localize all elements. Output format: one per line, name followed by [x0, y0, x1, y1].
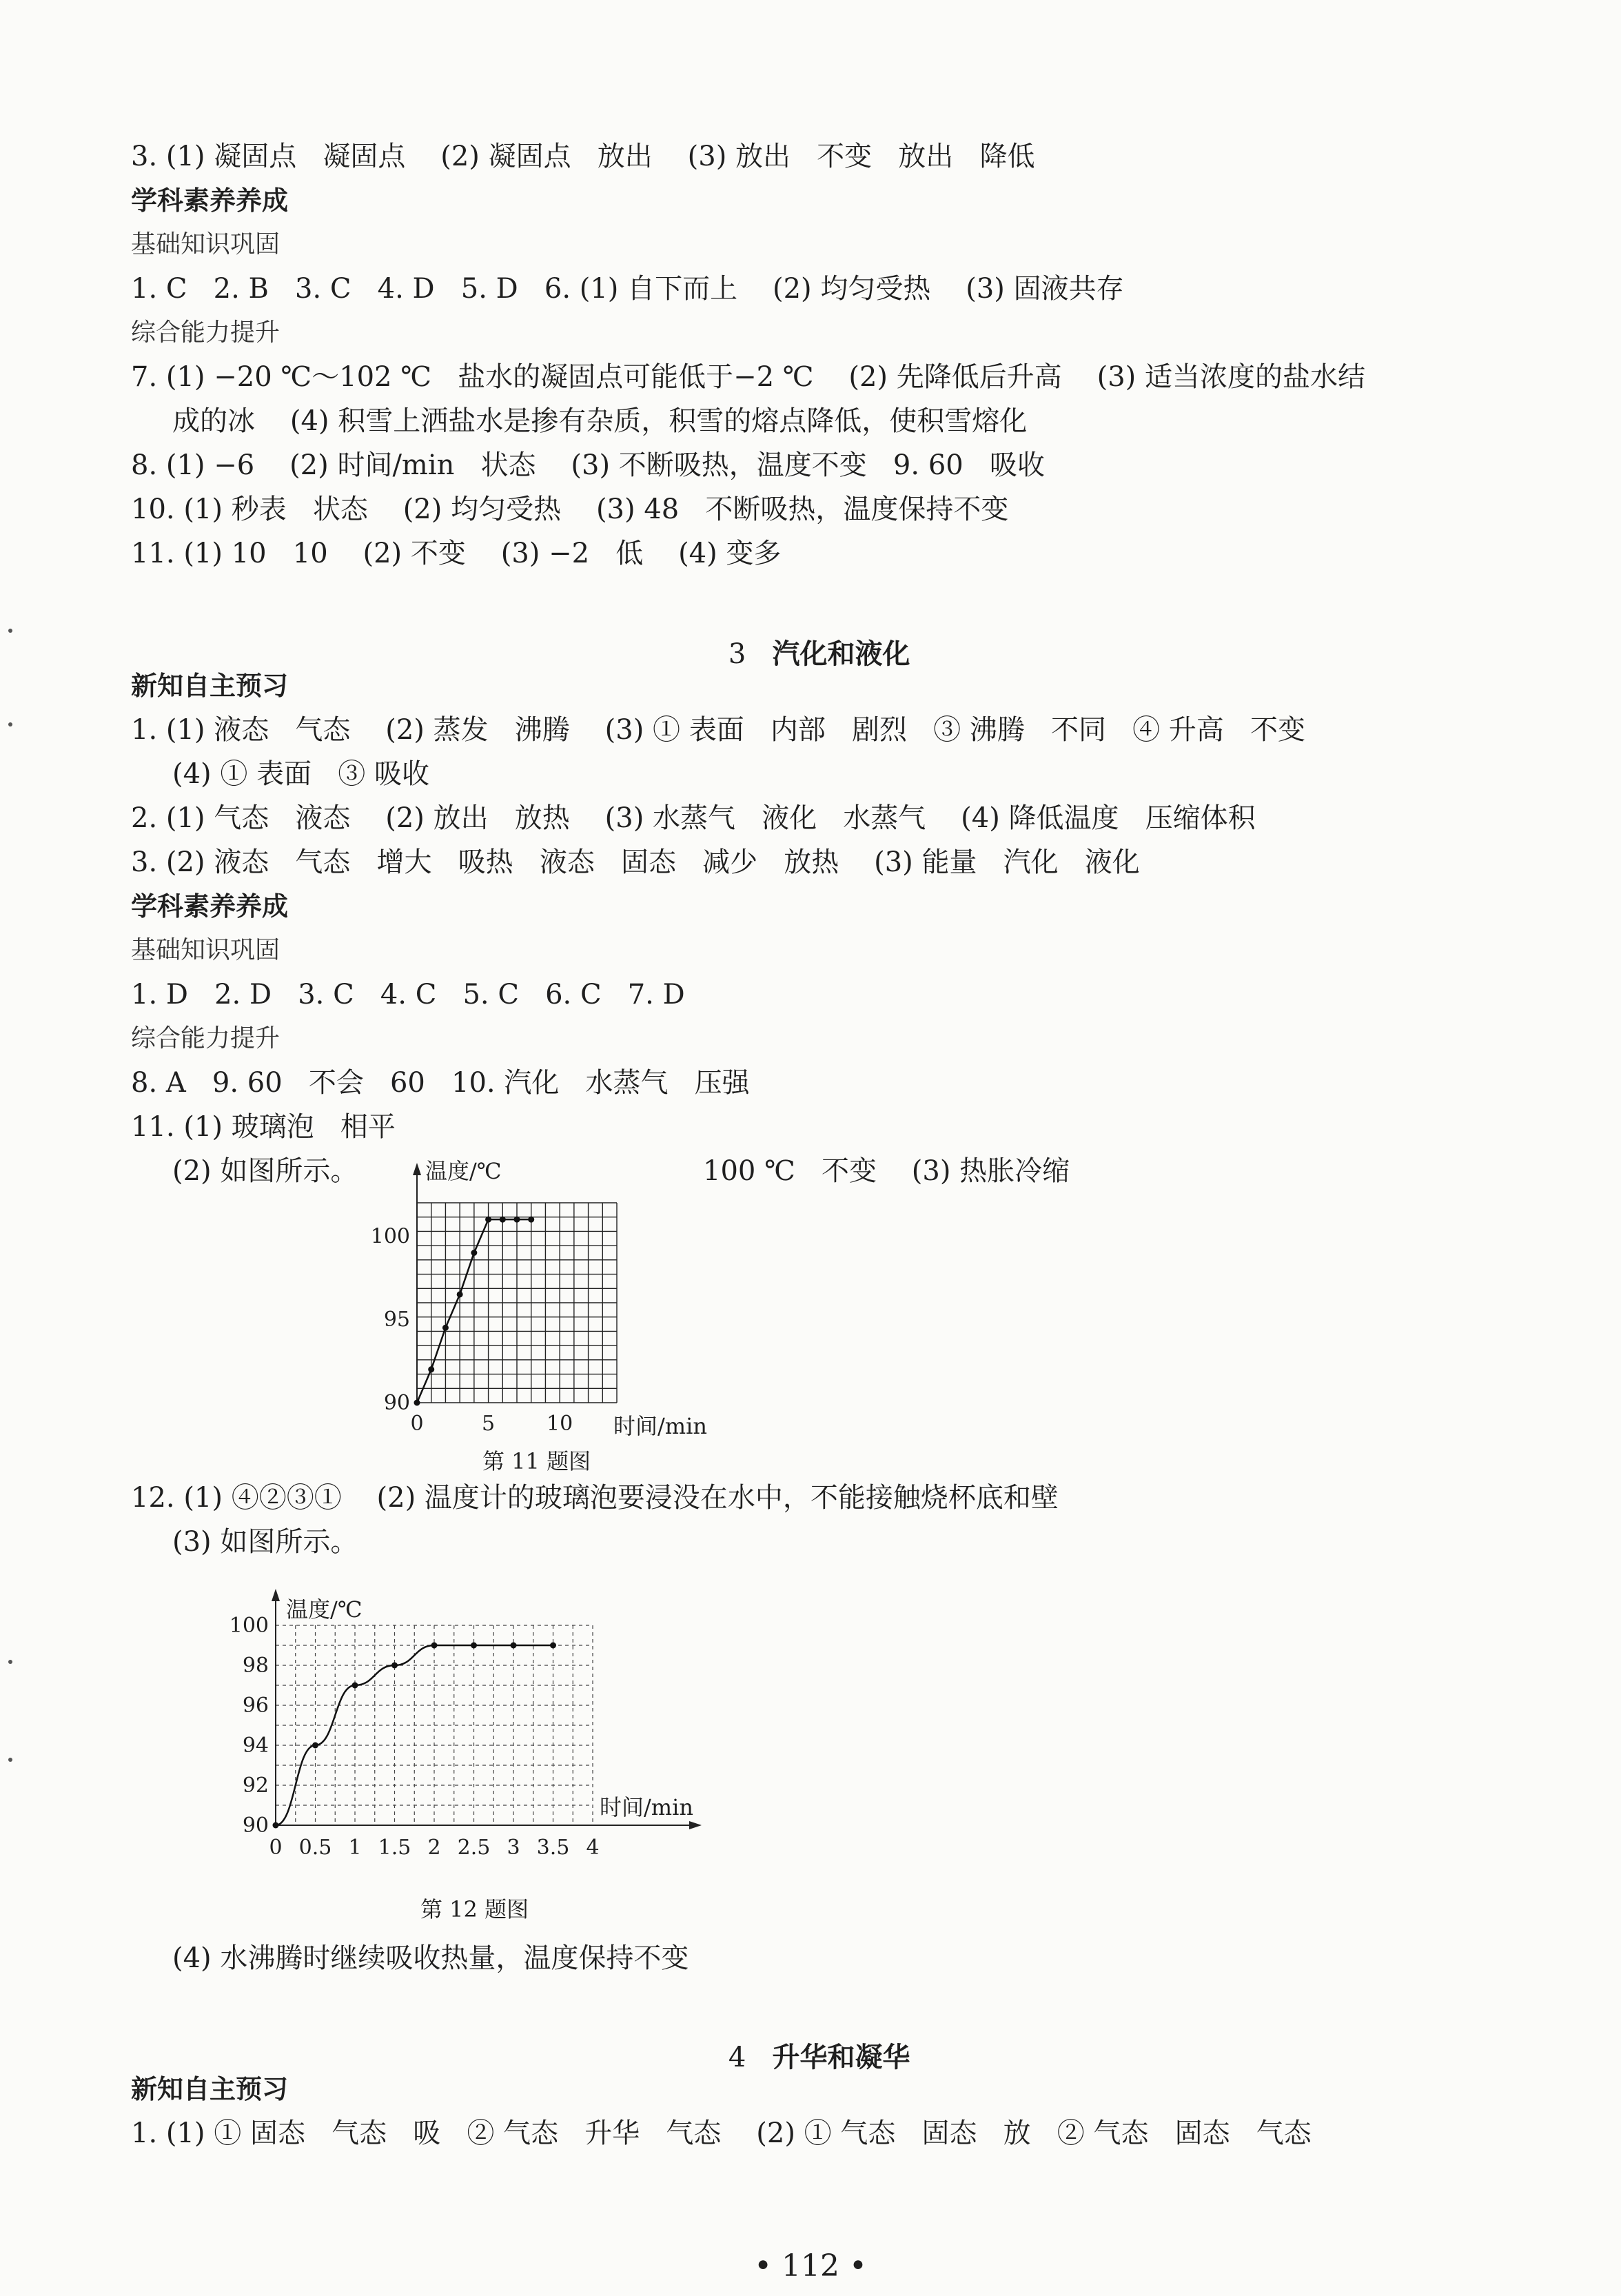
x-tick-label: 10 [547, 1412, 573, 1436]
answer-line: 8. (1) −6 (2) 时间/min 状态 (3) 不断吸热，温度不变 9. 60 吸收 [131, 449, 1045, 481]
y-tick-label: 98 [242, 1654, 269, 1678]
x-tick-label: 1 [348, 1836, 362, 1860]
section-number: 4 [728, 2042, 746, 2073]
comprehensive-heading: 综合能力提升 [131, 318, 281, 347]
data-point [428, 1366, 434, 1372]
data-point [391, 1663, 398, 1669]
answer-line: (4) 水沸腾时继续吸收热量，温度保持不变 [172, 1942, 689, 1974]
data-point [431, 1643, 438, 1649]
x-tick-label: 0 [269, 1836, 283, 1860]
answer-line: (3) 如图所示。 [172, 1526, 358, 1558]
answer-line: 2. (1) 气态 液态 (2) 放出 放热 (3) 水蒸气 液化 水蒸气 (4) 降低温度 压缩体积 [131, 802, 1256, 834]
data-point [471, 1643, 477, 1649]
data-point [471, 1250, 477, 1256]
preview-heading: 新知自主预习 [131, 671, 289, 701]
scan-speck [8, 722, 12, 727]
chart-q12 [221, 1565, 731, 1889]
x-tick-label: 0.5 [298, 1836, 332, 1860]
data-point [528, 1217, 534, 1223]
section-title-text: 升华和凝华 [772, 2042, 910, 2073]
x-tick-label: 4 [586, 1836, 600, 1860]
answer-line: 1. C 2. B 3. C 4. D 5. D 6. (1) 自下而上 (2) 均匀受热 (3) 固液共存 [131, 273, 1124, 305]
data-point [414, 1400, 420, 1406]
y-axis-arrow [272, 1589, 280, 1601]
scan-speck [8, 1758, 12, 1762]
section-number: 3 [728, 638, 746, 670]
literacy-heading: 学科素养养成 [131, 185, 289, 216]
y-axis-label: 温度/℃ [286, 1596, 363, 1623]
answer-line: 成的冰 (4) 积雪上洒盐水是掺有杂质，积雪的熔点降低，使积雪熔化 [172, 405, 1028, 437]
x-axis-label: 时间/min [613, 1413, 707, 1439]
answer-line: (4) ① 表面 ③ 吸收 [172, 758, 429, 790]
basic-heading: 基础知识巩固 [131, 230, 281, 258]
literacy-heading: 学科素养养成 [131, 891, 289, 922]
answer-line: 8. A 9. 60 不会 60 10. 汽化 水蒸气 压强 [131, 1067, 750, 1099]
section-title [0, 2006, 1621, 2075]
answer-line: (2) 如图所示。 [172, 1155, 358, 1187]
answer-line: 11. (1) 玻璃泡 相平 [131, 1111, 396, 1143]
answer-line: 1. (1) ① 固态 气态 吸 ② 气态 升华 气态 (2) ① 气态 固态 放 ② 气态 固态 气态 [131, 2117, 1312, 2149]
x-tick-label: 0 [410, 1412, 424, 1436]
x-tick-label: 2.5 [457, 1836, 491, 1860]
x-tick-label: 2 [427, 1836, 441, 1860]
x-tick-label: 1.5 [378, 1836, 411, 1860]
x-axis-label: 时间/min [600, 1794, 693, 1820]
chart-caption: 第 11 题图 [482, 1448, 591, 1474]
data-point [273, 1822, 279, 1829]
y-tick-label: 90 [242, 1814, 269, 1838]
answer-line: 3. (1) 凝固点 凝固点 (2) 凝固点 放出 (3) 放出 不变 放出 降低 [131, 141, 1035, 172]
data-point [514, 1217, 520, 1223]
answer-line: 10. (1) 秒表 状态 (2) 均匀受热 (3) 48 不断吸热，温度保持不变 [131, 494, 1009, 525]
data-point [312, 1743, 318, 1749]
data-point [500, 1217, 506, 1223]
scan-speck [8, 629, 12, 633]
y-tick-label: 90 [383, 1391, 410, 1415]
section-title [0, 602, 1621, 671]
chart-q11 [358, 1151, 717, 1441]
answer-line: 3. (2) 液态 气态 增大 吸热 液态 固态 减少 放热 (3) 能量 汽化 液化 [131, 846, 1140, 878]
y-tick-label: 92 [242, 1774, 269, 1798]
y-tick-label: 100 [229, 1614, 269, 1638]
y-tick-label: 100 [370, 1224, 410, 1249]
y-axis-arrow [413, 1163, 421, 1175]
y-axis-label: 温度/℃ [425, 1158, 502, 1184]
answer-line: 100 ℃ 不变 (3) 热胀冷缩 [703, 1155, 1070, 1187]
answer-line: 7. (1) −20 ℃～102 ℃ 盐水的凝固点可能低于−2 ℃ (2) 先降低后升高 (3) 适当浓度的盐水结 [131, 361, 1365, 393]
data-point [457, 1291, 463, 1297]
chart-caption: 第 12 题图 [420, 1896, 529, 1922]
basic-heading: 基础知识巩固 [131, 936, 281, 964]
x-tick-label: 3 [507, 1836, 520, 1860]
y-tick-label: 94 [242, 1734, 269, 1758]
comprehensive-heading: 综合能力提升 [131, 1024, 281, 1053]
answer-line: 1. D 2. D 3. C 4. C 5. C 6. C 7. D [131, 979, 685, 1010]
preview-heading: 新知自主预习 [131, 2074, 289, 2104]
y-tick-label: 95 [383, 1308, 410, 1332]
data-point [550, 1643, 556, 1649]
x-tick-label: 5 [482, 1412, 496, 1436]
answer-line: 1. (1) 液态 气态 (2) 蒸发 沸腾 (3) ① 表面 内部 剧烈 ③ 沸腾 不同 ④ 升高 不变 [131, 714, 1306, 746]
section-title-text: 汽化和液化 [772, 638, 910, 670]
x-axis-arrow [689, 1821, 702, 1829]
data-point [442, 1325, 449, 1331]
page-number: • 112 • [754, 2248, 867, 2284]
answer-line: 12. (1) ④②③① (2) 温度计的玻璃泡要浸没在水中，不能接触烧杯底和壁 [131, 1482, 1059, 1514]
x-tick-label: 3.5 [536, 1836, 570, 1860]
data-point [352, 1683, 358, 1689]
data-point [485, 1217, 491, 1223]
scan-speck [8, 1660, 12, 1664]
answer-line: 11. (1) 10 10 (2) 不变 (3) −2 低 (4) 变多 [131, 538, 782, 569]
y-tick-label: 96 [242, 1694, 269, 1718]
data-point [511, 1643, 517, 1649]
